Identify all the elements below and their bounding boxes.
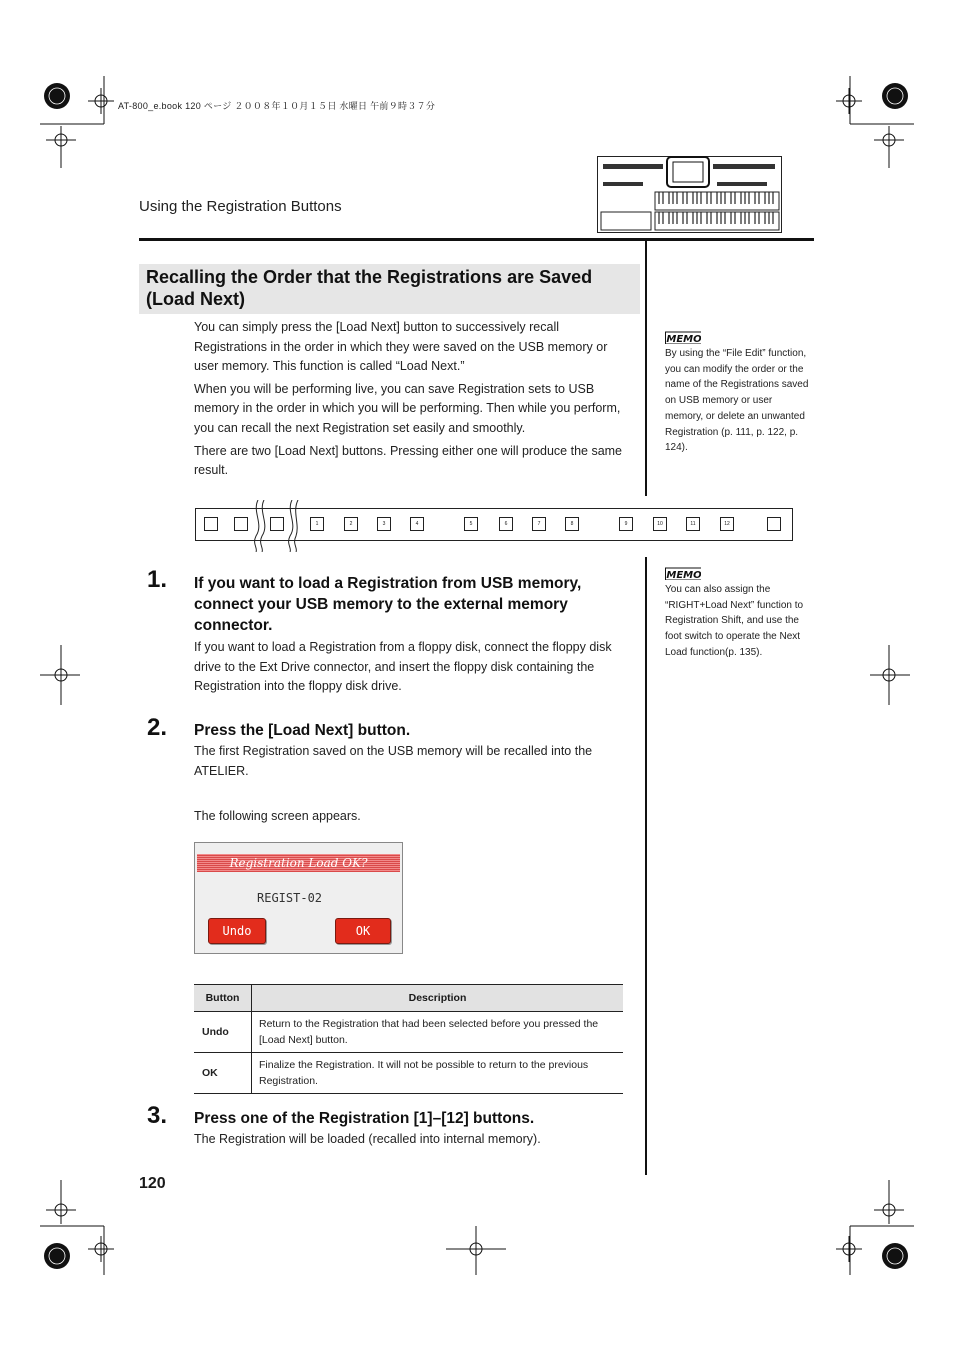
panel-button-6: 6: [499, 517, 513, 531]
panel-button: [767, 517, 781, 531]
panel-button-5: 5: [464, 517, 478, 531]
step-body: The following screen appears.: [194, 809, 361, 823]
step-number: 1.: [147, 566, 168, 593]
panel-button-8: 8: [565, 517, 579, 531]
step-heading: Press one of the Registration [1]–[12] buttons.: [194, 1110, 535, 1127]
step-heading: Press the [Load Next] button.: [194, 722, 411, 739]
header-rule: [139, 238, 814, 241]
organ-keyboard-illustration: [597, 156, 782, 233]
running-head: Using the Registration Buttons: [139, 198, 342, 215]
section-title: [146, 266, 626, 310]
section-title-line: (Load Next): [146, 289, 245, 309]
memo-text: You can also assign the “RIGHT+Load Next” function to Registration Shift, and use the foot switch to operate the Next Load function(p. 135).: [665, 584, 804, 658]
panel-button-10: 10: [653, 517, 667, 531]
table-row: [194, 1012, 623, 1053]
column-divider: [645, 557, 647, 1175]
page-number: 120: [139, 1175, 166, 1192]
table-cell-description: Finalize the Registration. It will not be possible to return to the previous Registration.: [252, 1053, 624, 1094]
table-cell-description: Return to the Registration that had been selected before you pressed the [Load Next] button.: [252, 1012, 624, 1053]
step-body: The first Registration saved on the USB memory will be recalled into the ATELIER.: [194, 744, 593, 778]
column-divider: [645, 241, 647, 496]
panel-button-1: 1: [310, 517, 324, 531]
panel-button-2: 2: [344, 517, 358, 531]
panel-break-marks: [252, 500, 300, 552]
registration-name: REGIST-02: [257, 891, 323, 905]
section-title-line: Recalling the Order that the Registrations are Saved: [146, 267, 593, 287]
table-header-row: [194, 985, 623, 1012]
intro-text: [194, 318, 634, 481]
step-heading: If you want to load a Registration from USB memory, connect your USB memory to the external memory connector.: [194, 575, 582, 634]
step-body: If you want to load a Registration from a floppy disk, connect the floppy disk drive to the Ext Drive connector, and insert the floppy disk containing the Registration into the floppy disk drive.: [194, 640, 612, 694]
panel-button: [204, 517, 218, 531]
table-row: [194, 1053, 623, 1094]
paragraph: When you will be performing live, you can save Registration sets to USB memory in the order in which you will be performing. Then while you perform, you can recall the next Registration set easily and smoothly.: [194, 381, 621, 435]
print-info-line: AT-800_e.book 120 ページ ２００８年１０月１５日 水曜日 午前９時３７分: [118, 101, 436, 111]
ok-button[interactable]: OK: [335, 918, 391, 944]
button-description-table: [194, 984, 623, 1094]
step-number: 3.: [147, 1102, 168, 1129]
step-number: 2.: [147, 714, 168, 741]
panel-button-7: 7: [532, 517, 546, 531]
table-cell-button: OK: [194, 1053, 252, 1094]
step-body: The Registration will be loaded (recalled into internal memory).: [194, 1132, 541, 1146]
table-cell-button: Undo: [194, 1012, 252, 1053]
memo-label: MEMO: [666, 334, 701, 344]
paragraph: There are two [Load Next] buttons. Pressing either one will produce the same result.: [194, 443, 623, 478]
paragraph: You can simply press the [Load Next] button to successively recall Registrations in the order in which they were saved on the USB memory or user memory. This function is called “Load Next.”: [194, 320, 608, 374]
panel-button-3: 3: [377, 517, 391, 531]
panel-button-11: 11: [686, 517, 700, 531]
column-header: Button: [194, 985, 252, 1012]
panel-button-9: 9: [619, 517, 633, 531]
panel-button-4: 4: [410, 517, 424, 531]
memo-label: MEMO: [666, 570, 701, 580]
panel-button: [234, 517, 248, 531]
undo-button[interactable]: Undo: [208, 918, 266, 944]
memo-text: By using the “File Edit” function, you can modify the order or the name of the Registrations saved on USB memory or user memory, or delete an unwanted Registration (p. 111, p. 122, p. 124).: [665, 348, 809, 454]
dialog-title: Registration Load OK?: [197, 854, 400, 872]
column-header: Description: [252, 985, 624, 1012]
panel-button-12: 12: [720, 517, 734, 531]
registration-load-dialog: [194, 842, 403, 954]
